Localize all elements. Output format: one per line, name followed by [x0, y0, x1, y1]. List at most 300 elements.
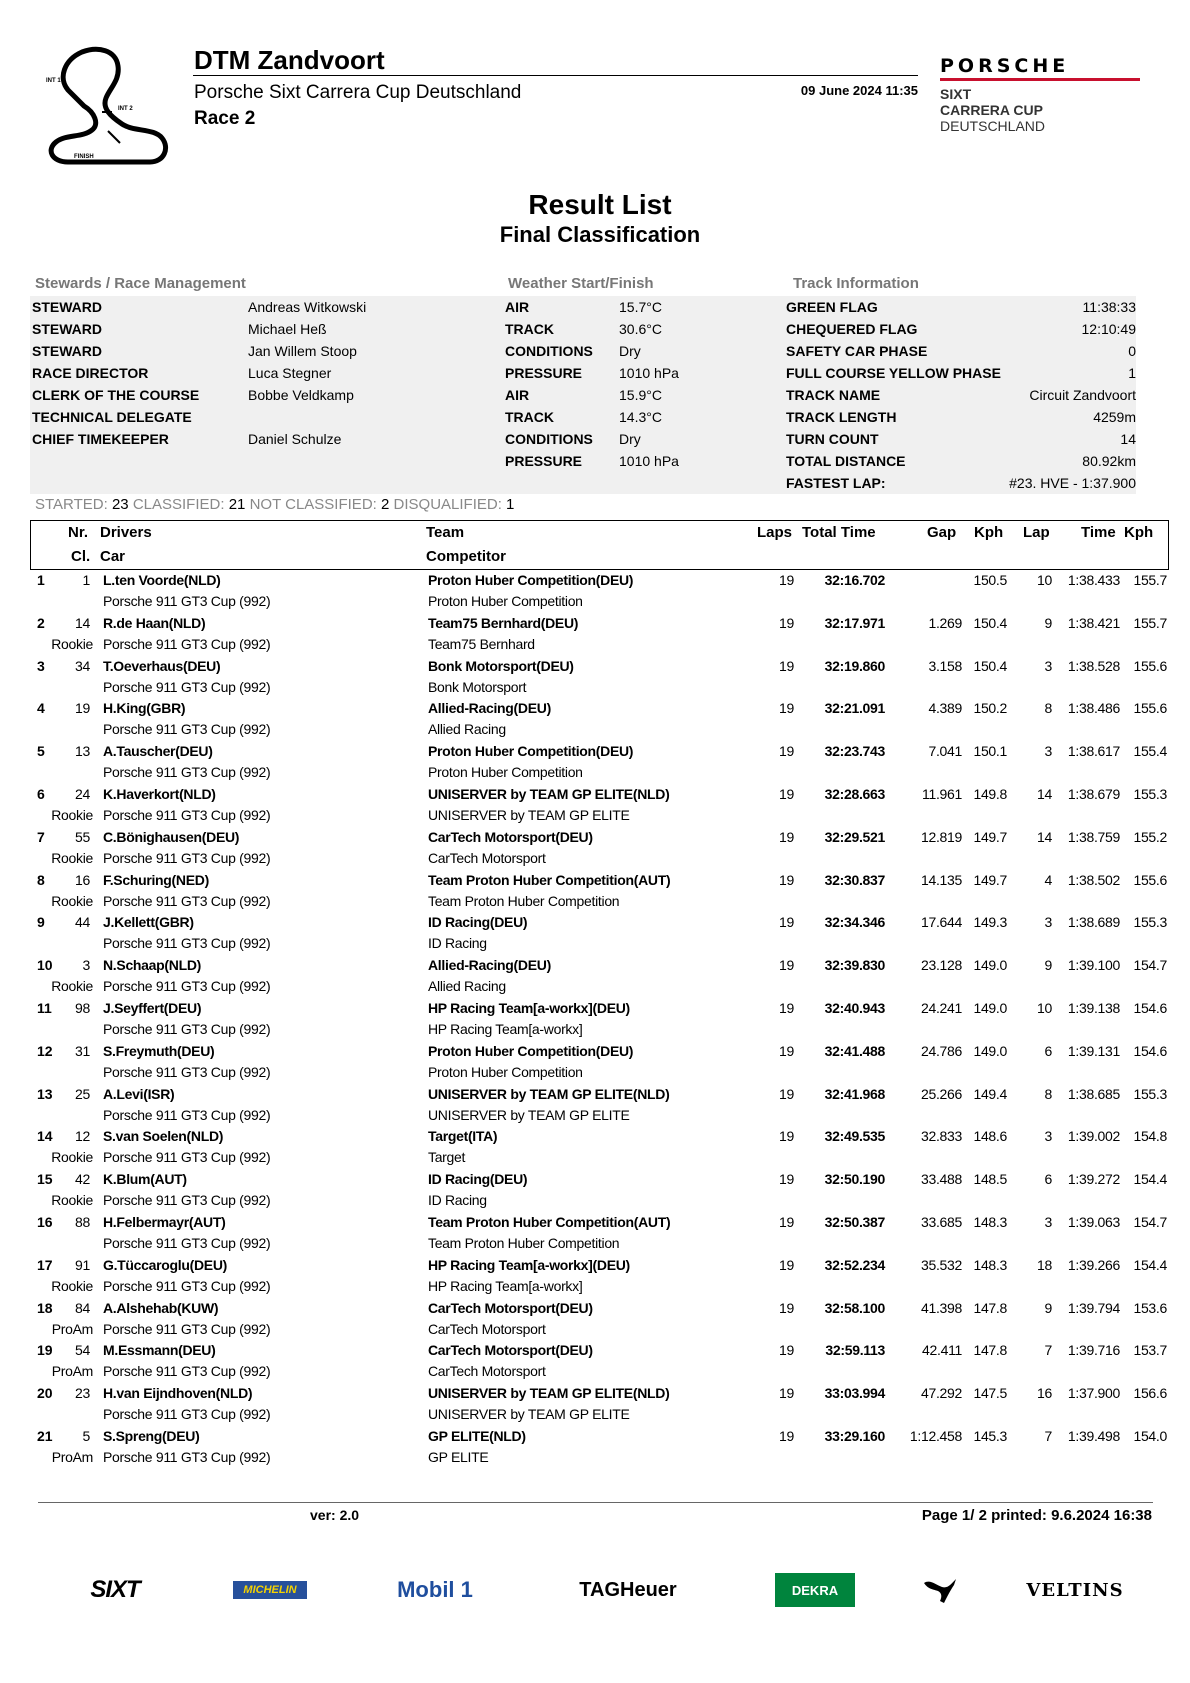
- dekra-logo: [775, 1570, 855, 1610]
- result-driver: K.Blum(AUT): [103, 1171, 187, 1187]
- result-position: 10: [37, 957, 53, 973]
- result-total-time: 32:29.521: [824, 829, 885, 845]
- result-competitor: Allied Racing: [428, 978, 506, 994]
- result-gap: 32.833: [920, 1128, 962, 1144]
- track-info-label: TURN COUNT: [786, 431, 879, 447]
- result-kph: 149.0: [973, 1000, 1007, 1016]
- track-info-value: 80.92km: [1082, 453, 1136, 469]
- result-row: [0, 1385, 1190, 1428]
- result-best-lap-time: 1:38.433: [1067, 572, 1120, 588]
- result-number: 98: [75, 1000, 90, 1016]
- result-car: Porsche 911 GT3 Cup (992): [103, 1449, 271, 1465]
- result-gap: 1:12.458: [909, 1428, 962, 1444]
- track-info-row: [786, 296, 1136, 318]
- result-position: 4: [37, 700, 45, 716]
- result-laps: 19: [779, 658, 794, 674]
- result-class: ProAm: [51, 1321, 93, 1337]
- weather-value: Dry: [619, 343, 641, 359]
- steward-row: [30, 362, 500, 384]
- result-driver: S.Freymuth(DEU): [103, 1043, 215, 1059]
- result-best-lap-number: 7: [1044, 1428, 1052, 1444]
- result-best-lap-kph: 155.6: [1133, 872, 1167, 888]
- weather-label: AIR: [505, 299, 530, 315]
- result-driver: T.Oeverhaus(DEU): [103, 658, 221, 674]
- result-driver: A.Levi(ISR): [103, 1086, 175, 1102]
- weather-value: Dry: [619, 431, 641, 447]
- result-total-time: 32:50.190: [824, 1171, 885, 1187]
- result-driver: C.Bönighausen(DEU): [103, 829, 240, 845]
- result-kph: 147.5: [973, 1385, 1007, 1401]
- result-class: Rookie: [51, 978, 93, 994]
- results-table-header: [30, 520, 1169, 570]
- result-best-lap-kph: 154.4: [1133, 1171, 1167, 1187]
- result-team: UNISERVER by TEAM GP ELITE(NLD): [428, 786, 670, 802]
- result-team: CarTech Motorsport(DEU): [428, 1300, 593, 1316]
- result-driver: G.Tüccaroglu(DEU): [103, 1257, 228, 1273]
- result-car: Porsche 911 GT3 Cup (992): [103, 807, 271, 823]
- result-best-lap-kph: 154.8: [1133, 1128, 1167, 1144]
- result-best-lap-number: 6: [1044, 1171, 1052, 1187]
- weather-row: [505, 296, 745, 318]
- result-kph: 148.3: [973, 1257, 1007, 1273]
- result-position: 17: [37, 1257, 53, 1273]
- result-car: Porsche 911 GT3 Cup (992): [103, 1149, 271, 1165]
- result-best-lap-number: 14: [1037, 786, 1052, 802]
- result-gap: 33.685: [920, 1214, 962, 1230]
- result-team: Team75 Bernhard(DEU): [428, 615, 579, 631]
- result-team: HP Racing Team[a-workx](DEU): [428, 1257, 630, 1273]
- result-kph: 150.2: [973, 700, 1007, 716]
- track-info-label: FASTEST LAP:: [786, 475, 886, 491]
- steward-name: Bobbe Veldkamp: [248, 387, 354, 403]
- result-number: 5: [82, 1428, 90, 1444]
- result-class: ProAm: [51, 1449, 93, 1465]
- result-competitor: Bonk Motorsport: [428, 679, 527, 695]
- tagheuer-logo-text: TAGHeuer: [579, 1578, 677, 1601]
- result-total-time: 32:52.234: [824, 1257, 885, 1273]
- result-best-lap-number: 3: [1044, 1214, 1052, 1230]
- result-kph: 149.0: [973, 957, 1007, 973]
- result-best-lap-kph: 154.0: [1133, 1428, 1167, 1444]
- date-time: 09 June 2024 11:35: [800, 83, 918, 98]
- result-best-lap-time: 1:39.716: [1067, 1342, 1120, 1358]
- result-best-lap-kph: 154.4: [1133, 1257, 1167, 1273]
- result-best-lap-number: 3: [1044, 658, 1052, 674]
- weather-label: TRACK: [505, 409, 554, 425]
- result-car: Porsche 911 GT3 Cup (992): [103, 935, 271, 951]
- steward-role: STEWARD: [32, 299, 102, 315]
- tagheuer-logo: [558, 1570, 698, 1610]
- result-class: Rookie: [51, 850, 93, 866]
- result-number: 88: [75, 1214, 90, 1230]
- result-best-lap-number: 3: [1044, 1128, 1052, 1144]
- result-best-lap-number: 10: [1037, 572, 1052, 588]
- result-number: 42: [75, 1171, 90, 1187]
- result-best-lap-kph: 153.6: [1133, 1300, 1167, 1316]
- result-position: 15: [37, 1171, 53, 1187]
- result-laps: 19: [779, 1171, 794, 1187]
- result-row: [0, 1086, 1190, 1129]
- page-info: Page 1/ 2 printed: 9.6.2024 16:38: [921, 1507, 1152, 1524]
- result-best-lap-number: 8: [1044, 1086, 1052, 1102]
- result-competitor: Proton Huber Competition: [428, 593, 583, 609]
- weather-value: 1010 hPa: [619, 453, 679, 469]
- result-kph: 150.4: [973, 615, 1007, 631]
- result-class: Rookie: [51, 1278, 93, 1294]
- result-total-time: 32:23.743: [824, 743, 885, 759]
- result-gap: 47.292: [920, 1385, 962, 1401]
- weather-row: [505, 384, 745, 406]
- weather-label: PRESSURE: [505, 365, 583, 381]
- result-team: GP ELITE(NLD): [428, 1428, 526, 1444]
- result-driver: A.Alshehab(KUW): [103, 1300, 219, 1316]
- result-best-lap-kph: 154.7: [1133, 957, 1167, 973]
- result-competitor: Proton Huber Competition: [428, 1064, 583, 1080]
- track-map-logo: [38, 38, 188, 173]
- result-row: [0, 743, 1190, 786]
- result-team: UNISERVER by TEAM GP ELITE(NLD): [428, 1086, 670, 1102]
- classified-label: CLASSIFIED:: [132, 496, 225, 513]
- result-best-lap-time: 1:38.421: [1067, 615, 1120, 631]
- steward-row: [30, 340, 500, 362]
- steward-name: Michael Heß: [248, 321, 327, 337]
- result-driver: K.Haverkort(NLD): [103, 786, 216, 802]
- result-number: 12: [75, 1128, 90, 1144]
- steward-name: Luca Stegner: [248, 365, 332, 381]
- result-team: Target(ITA): [428, 1128, 498, 1144]
- result-best-lap-number: 8: [1044, 700, 1052, 716]
- weather-row: [505, 340, 745, 362]
- track-info-label: SAFETY CAR PHASE: [786, 343, 928, 359]
- result-class: Rookie: [51, 893, 93, 909]
- steward-row: [30, 384, 500, 406]
- disqualified-label: DISQUALIFIED:: [393, 496, 502, 513]
- result-total-time: 32:30.837: [824, 872, 885, 888]
- result-driver: L.ten Voorde(NLD): [103, 572, 221, 588]
- result-competitor: Team Proton Huber Competition: [428, 893, 620, 909]
- result-car: Porsche 911 GT3 Cup (992): [103, 1363, 271, 1379]
- result-gap: 24.241: [920, 1000, 962, 1016]
- result-gap: 24.786: [920, 1043, 962, 1059]
- result-position: 11: [37, 1000, 52, 1016]
- weather-value: 14.3°C: [619, 409, 662, 425]
- results-table-body: [0, 572, 1190, 1472]
- stewards-list: [30, 296, 500, 450]
- result-position: 21: [37, 1428, 53, 1444]
- result-gap: 41.398: [920, 1300, 962, 1316]
- result-position: 3: [37, 658, 45, 674]
- result-best-lap-time: 1:39.272: [1067, 1171, 1120, 1187]
- result-laps: 19: [779, 1000, 794, 1016]
- result-row: [0, 1214, 1190, 1257]
- result-laps: 19: [779, 1214, 794, 1230]
- weather-value: 15.9°C: [619, 387, 662, 403]
- result-car: Porsche 911 GT3 Cup (992): [103, 1107, 271, 1123]
- track-info-row: [786, 362, 1136, 384]
- steward-role: CHIEF TIMEKEEPER: [32, 431, 169, 447]
- result-best-lap-number: 16: [1037, 1385, 1052, 1401]
- steward-row: [30, 406, 500, 428]
- result-driver: R.de Haan(NLD): [103, 615, 206, 631]
- race-name: Race 2: [194, 108, 256, 129]
- result-gap: 17.644: [920, 914, 962, 930]
- result-row: [0, 914, 1190, 957]
- result-number: 16: [75, 872, 90, 888]
- result-driver: H.King(GBR): [103, 700, 186, 716]
- result-row: [0, 1300, 1190, 1343]
- result-row: [0, 1171, 1190, 1214]
- result-kph: 148.3: [973, 1214, 1007, 1230]
- result-gap: 1.269: [928, 615, 962, 631]
- result-best-lap-time: 1:39.002: [1067, 1128, 1120, 1144]
- result-competitor: Team Proton Huber Competition: [428, 1235, 620, 1251]
- result-best-lap-time: 1:38.528: [1067, 658, 1120, 674]
- result-number: 91: [75, 1257, 90, 1273]
- result-team: Bonk Motorsport(DEU): [428, 658, 574, 674]
- result-position: 9: [37, 914, 45, 930]
- brand-wordmark: PORSCHE: [940, 55, 1070, 77]
- result-car: Porsche 911 GT3 Cup (992): [103, 1235, 271, 1251]
- track-info-value: 14: [1120, 431, 1136, 447]
- result-competitor: UNISERVER by TEAM GP ELITE: [428, 1406, 630, 1422]
- result-laps: 19: [779, 1385, 794, 1401]
- result-row: [0, 572, 1190, 615]
- result-gap: 23.128: [920, 957, 962, 973]
- result-best-lap-time: 1:38.679: [1067, 786, 1120, 802]
- result-competitor: Target: [428, 1149, 466, 1165]
- weather-label: AIR: [505, 387, 530, 403]
- result-number: 84: [75, 1300, 90, 1316]
- result-driver: J.Kellett(GBR): [103, 914, 194, 930]
- result-best-lap-kph: 153.7: [1133, 1342, 1167, 1358]
- result-car: Porsche 911 GT3 Cup (992): [103, 679, 271, 695]
- result-row: [0, 829, 1190, 872]
- result-row: [0, 1428, 1190, 1471]
- result-laps: 19: [779, 615, 794, 631]
- brand-line-1: SIXT: [940, 86, 972, 102]
- result-number: 1: [82, 572, 90, 588]
- brand-line-2: CARRERA CUP: [940, 102, 1043, 118]
- result-total-time: 32:41.968: [824, 1086, 885, 1102]
- col-kph-best: Kph: [1124, 524, 1154, 541]
- result-best-lap-number: 7: [1044, 1342, 1052, 1358]
- result-gap: 4.389: [928, 700, 962, 716]
- result-team: ID Racing(DEU): [428, 914, 528, 930]
- result-number: 19: [75, 700, 90, 716]
- result-best-lap-time: 1:39.794: [1067, 1300, 1120, 1316]
- result-car: Porsche 911 GT3 Cup (992): [103, 1192, 271, 1208]
- puma-logo: [915, 1570, 965, 1610]
- brand-accent-bar: [940, 78, 1140, 81]
- brand-line-3: DEUTSCHLAND: [940, 118, 1046, 134]
- result-row: [0, 872, 1190, 915]
- result-driver: M.Essmann(DEU): [103, 1342, 216, 1358]
- result-kph: 149.3: [973, 914, 1007, 930]
- result-competitor: ID Racing: [428, 1192, 487, 1208]
- result-team: ID Racing(DEU): [428, 1171, 528, 1187]
- document-subtitle: Final Classification: [499, 222, 701, 247]
- result-team: Proton Huber Competition(DEU): [428, 1043, 634, 1059]
- result-gap: 35.532: [920, 1257, 962, 1273]
- result-total-time: 32:28.663: [824, 786, 885, 802]
- col-car: Car: [100, 548, 126, 565]
- stewards-heading: Stewards / Race Management: [35, 275, 246, 292]
- col-nr: Nr.: [68, 524, 89, 541]
- result-position: 13: [37, 1086, 53, 1102]
- track-info-label: FULL COURSE YELLOW PHASE: [786, 365, 1001, 381]
- not-classified-label: NOT CLASSIFIED:: [249, 496, 377, 513]
- result-best-lap-number: 9: [1044, 1300, 1052, 1316]
- result-best-lap-time: 1:39.100: [1067, 957, 1120, 973]
- mobil1-logo-text: Mobil 1: [397, 1577, 473, 1602]
- col-drivers: Drivers: [100, 524, 152, 541]
- steward-role: STEWARD: [32, 343, 102, 359]
- track-info-row: [786, 450, 1136, 472]
- result-position: 1: [37, 572, 45, 588]
- steward-role: CLERK OF THE COURSE: [32, 387, 200, 403]
- result-driver: S.Spreng(DEU): [103, 1428, 200, 1444]
- result-best-lap-time: 1:39.063: [1067, 1214, 1120, 1230]
- result-position: 20: [37, 1385, 53, 1401]
- result-position: 7: [37, 829, 45, 845]
- col-laps: Laps: [757, 524, 793, 541]
- result-competitor: CarTech Motorsport: [428, 1363, 546, 1379]
- track-info-value: 1: [1128, 365, 1136, 381]
- col-kph: Kph: [974, 524, 1004, 541]
- result-row: [0, 957, 1190, 1000]
- result-car: Porsche 911 GT3 Cup (992): [103, 978, 271, 994]
- footer-divider: [38, 1502, 1153, 1503]
- track-info-value: 12:10:49: [1081, 321, 1136, 337]
- result-laps: 19: [779, 1428, 794, 1444]
- result-kph: 149.7: [973, 872, 1007, 888]
- classified-count: 21: [228, 496, 246, 513]
- michelin-logo: [220, 1570, 320, 1610]
- result-total-time: 33:29.160: [824, 1428, 885, 1444]
- steward-row: [30, 318, 500, 340]
- result-team: Proton Huber Competition(DEU): [428, 572, 634, 588]
- result-team: Allied-Racing(DEU): [428, 957, 551, 973]
- result-total-time: 32:34.346: [824, 914, 885, 930]
- result-number: 14: [75, 615, 90, 631]
- result-best-lap-time: 1:39.138: [1067, 1000, 1120, 1016]
- result-row: [0, 1128, 1190, 1171]
- result-gap: 42.411: [922, 1342, 962, 1358]
- result-best-lap-kph: 155.6: [1133, 700, 1167, 716]
- result-class: Rookie: [51, 807, 93, 823]
- result-total-time: 32:59.113: [825, 1342, 885, 1358]
- result-laps: 19: [779, 957, 794, 973]
- track-info-row: [786, 318, 1136, 340]
- result-class: ProAm: [51, 1363, 93, 1379]
- result-row: [0, 1000, 1190, 1043]
- result-laps: 19: [779, 1086, 794, 1102]
- weather-list: [505, 296, 745, 472]
- result-best-lap-number: 10: [1037, 1000, 1052, 1016]
- result-laps: 19: [779, 700, 794, 716]
- result-best-lap-time: 1:39.498: [1067, 1428, 1120, 1444]
- weather-row: [505, 406, 745, 428]
- result-total-time: 32:50.387: [824, 1214, 885, 1230]
- col-team: Team: [426, 524, 465, 541]
- result-row: [0, 615, 1190, 658]
- result-position: 5: [37, 743, 45, 759]
- weather-row: [505, 450, 745, 472]
- steward-row: [30, 428, 500, 450]
- result-total-time: 32:41.488: [824, 1043, 885, 1059]
- svg-text:INT 1: INT 1: [46, 78, 61, 84]
- result-position: 8: [37, 872, 45, 888]
- result-gap: 12.819: [920, 829, 962, 845]
- dekra-logo-box: DEKRA: [775, 1573, 855, 1607]
- result-laps: 19: [779, 1342, 794, 1358]
- col-time: Time: [1081, 524, 1116, 541]
- result-best-lap-kph: 154.6: [1133, 1000, 1167, 1016]
- col-cl: Cl.: [71, 548, 91, 565]
- col-gap: Gap: [927, 524, 957, 541]
- result-kph: 149.8: [973, 786, 1007, 802]
- result-row: [0, 700, 1190, 743]
- track-info-value: 0: [1128, 343, 1136, 359]
- result-row: [0, 786, 1190, 829]
- result-laps: 19: [779, 1043, 794, 1059]
- result-team: UNISERVER by TEAM GP ELITE(NLD): [428, 1385, 670, 1401]
- result-total-time: 32:49.535: [824, 1128, 885, 1144]
- result-car: Porsche 911 GT3 Cup (992): [103, 764, 271, 780]
- result-kph: 147.8: [973, 1300, 1007, 1316]
- result-best-lap-kph: 155.7: [1133, 615, 1167, 631]
- weather-heading: Weather Start/Finish: [508, 275, 654, 292]
- weather-label: TRACK: [505, 321, 554, 337]
- result-row: [0, 1257, 1190, 1300]
- weather-label: PRESSURE: [505, 453, 583, 469]
- result-class: Rookie: [51, 636, 93, 652]
- result-car: Porsche 911 GT3 Cup (992): [103, 593, 271, 609]
- svg-text:INT 2: INT 2: [118, 106, 133, 112]
- result-best-lap-kph: 155.3: [1133, 914, 1167, 930]
- track-info-value: Circuit Zandvoort: [1029, 387, 1136, 403]
- info-panel: [30, 296, 1136, 494]
- steward-role: RACE DIRECTOR: [32, 365, 149, 381]
- result-competitor: Allied Racing: [428, 721, 506, 737]
- result-kph: 148.5: [973, 1171, 1007, 1187]
- disqualified-count: 1: [506, 496, 515, 513]
- result-row: [0, 1342, 1190, 1385]
- porsche-carrera-cup-logo: [940, 55, 1145, 135]
- result-car: Porsche 911 GT3 Cup (992): [103, 893, 271, 909]
- result-best-lap-kph: 154.7: [1133, 1214, 1167, 1230]
- result-best-lap-time: 1:38.689: [1067, 914, 1120, 930]
- result-class: Rookie: [51, 1149, 93, 1165]
- document-title: Result List: [528, 189, 672, 220]
- result-car: Porsche 911 GT3 Cup (992): [103, 721, 271, 737]
- result-position: 14: [37, 1128, 53, 1144]
- result-best-lap-kph: 154.6: [1133, 1043, 1167, 1059]
- result-best-lap-number: 14: [1037, 829, 1052, 845]
- result-position: 19: [37, 1342, 53, 1358]
- michelin-logo-box: MICHELIN: [233, 1581, 306, 1599]
- track-info-row: [786, 428, 1136, 450]
- veltins-logo-text: VELTINS: [1026, 1579, 1124, 1601]
- result-competitor: ID Racing: [428, 935, 487, 951]
- steward-name: Daniel Schulze: [248, 431, 342, 447]
- result-car: Porsche 911 GT3 Cup (992): [103, 636, 271, 652]
- weather-row: [505, 362, 745, 384]
- result-driver: A.Tauscher(DEU): [103, 743, 213, 759]
- result-laps: 19: [779, 572, 794, 588]
- result-competitor: HP Racing Team[a-workx]: [428, 1021, 583, 1037]
- weather-label: CONDITIONS: [505, 431, 593, 447]
